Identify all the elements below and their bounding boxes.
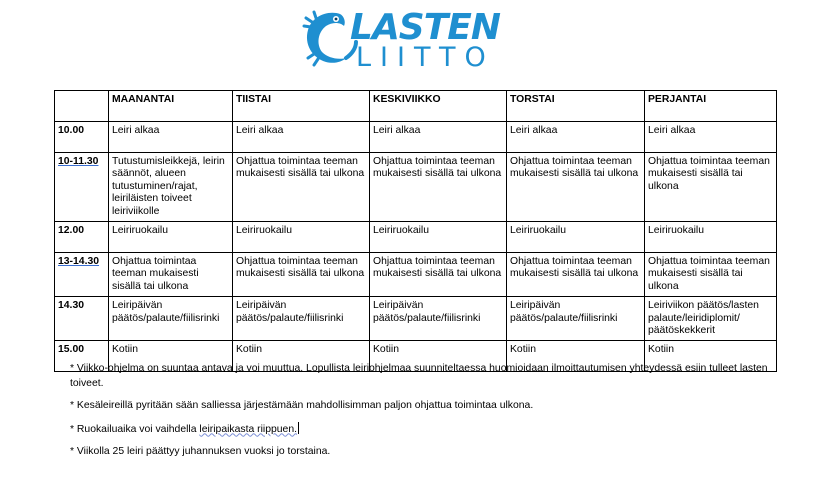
notes-section [70, 362, 770, 468]
table-cell: Leiri alkaa [233, 122, 370, 153]
table-cell: Ohjattua toimintaa teeman mukaisesti sisällä tai ulkona [370, 253, 507, 297]
spellcheck-underlined-text[interactable]: leiripaikasta riippuen. [199, 423, 298, 435]
table-cell: Leiripäivän päätös/palaute/fiilisrinki [507, 297, 645, 341]
table-cell: Leiriruokailu [645, 222, 777, 253]
weekly-schedule-table [54, 90, 777, 372]
table-cell: Leiriruokailu [233, 222, 370, 253]
table-cell: Kotiin [507, 341, 645, 372]
table-cell: Leiri alkaa [645, 122, 777, 153]
table-cell: Ohjattua toimintaa teeman mukaisesti sisällä tai ulkona [507, 253, 645, 297]
table-row [55, 297, 777, 341]
table-cell: Leiriviikon päätös/lasten palaute/leiridiplomit/ päätöskekkerit [645, 297, 777, 341]
table-row [55, 122, 777, 153]
table-cell: Leiripäivän päätös/palaute/fiilisrinki [109, 297, 233, 341]
time-cell: 15.00 [55, 341, 109, 372]
text-cursor [298, 422, 299, 434]
table-cell: Ohjattua toimintaa teeman mukaisesti sisällä tai ulkona [645, 253, 777, 297]
table-cell: Leiri alkaa [370, 122, 507, 153]
table-cell: Kotiin [109, 341, 233, 372]
note-week-25: * Viikolla 25 leiri päättyy juhannuksen vuoksi jo torstaina. [70, 446, 331, 457]
time-cell: 12.00 [55, 222, 109, 253]
table-row [55, 222, 777, 253]
table-cell: Leiripäivän päätös/palaute/fiilisrinki [233, 297, 370, 341]
time-cell: 10-11.30 [55, 153, 109, 222]
note-meal-time-text: * Ruokailuaika voi vaihdella [70, 423, 200, 435]
note-outdoor-activities: * Kesäleireillä pyritään sään salliessa järjestämään mahdollisimman paljon ohjattua toimintaa ulkona. [70, 400, 534, 411]
table-cell: Leiriruokailu [109, 222, 233, 253]
table-cell: Ohjattua toimintaa teeman mukaisesti sisällä tai ulkona [645, 153, 777, 222]
table-cell: Leiri alkaa [507, 122, 645, 153]
header-tuesday: TIISTAI [233, 91, 370, 122]
note-meal-time[interactable] [70, 422, 770, 438]
header-monday: MAANANTAI [109, 91, 233, 122]
header-wednesday: KESKIVIIKKO [370, 91, 507, 122]
table-cell: Ohjattua toimintaa teeman mukaisesti sisällä tai ulkona [233, 253, 370, 297]
table-cell: Leiri alkaa [109, 122, 233, 153]
table-cell: Ohjattua toimintaa teeman mukaisesti sisällä tai ulkona [233, 153, 370, 222]
table-cell: Tutustumisleikkejä, leirin säännöt, alueen tutustuminen/rajat, leiriläisten toiveet leiriviikolle [109, 153, 233, 222]
table-row [55, 253, 777, 297]
time-cell: 13-14.30 [55, 253, 109, 297]
time-cell: 14.30 [55, 297, 109, 341]
table-cell: Ohjattua toimintaa teeman mukaisesti sisällä tai ulkona [109, 253, 233, 297]
table-cell: Leiriruokailu [370, 222, 507, 253]
logo-text-liitto: LIITTO [356, 42, 495, 73]
header-friday: PERJANTAI [645, 91, 777, 122]
note-schedule-indicative: * Viikko-ohjelma on suuntaa antava ja voi muuttua. Lopullista leiriohjelmaa suunniteltaessa huomioidaan ilmoittautumisen yhteydessä esiin tulleet lasten toiveet. [70, 363, 768, 389]
logo-text-lasten: LASTEN [350, 7, 501, 48]
table-cell: Leiriruokailu [507, 222, 645, 253]
table-header-row [55, 91, 777, 122]
table-row [55, 153, 777, 222]
table-cell: Kotiin [233, 341, 370, 372]
table-cell: Leiripäivän päätös/palaute/fiilisrinki [370, 297, 507, 341]
table-cell: Kotiin [645, 341, 777, 372]
header-thursday: TORSTAI [507, 91, 645, 122]
time-cell: 10.00 [55, 122, 109, 153]
lastenliitto-logo [300, 7, 540, 73]
table-cell: Ohjattua toimintaa teeman mukaisesti sisällä tai ulkona [507, 153, 645, 222]
table-cell: Kotiin [370, 341, 507, 372]
table-cell: Ohjattua toimintaa teeman mukaisesti sisällä tai ulkona [370, 153, 507, 222]
header-time [55, 91, 109, 122]
